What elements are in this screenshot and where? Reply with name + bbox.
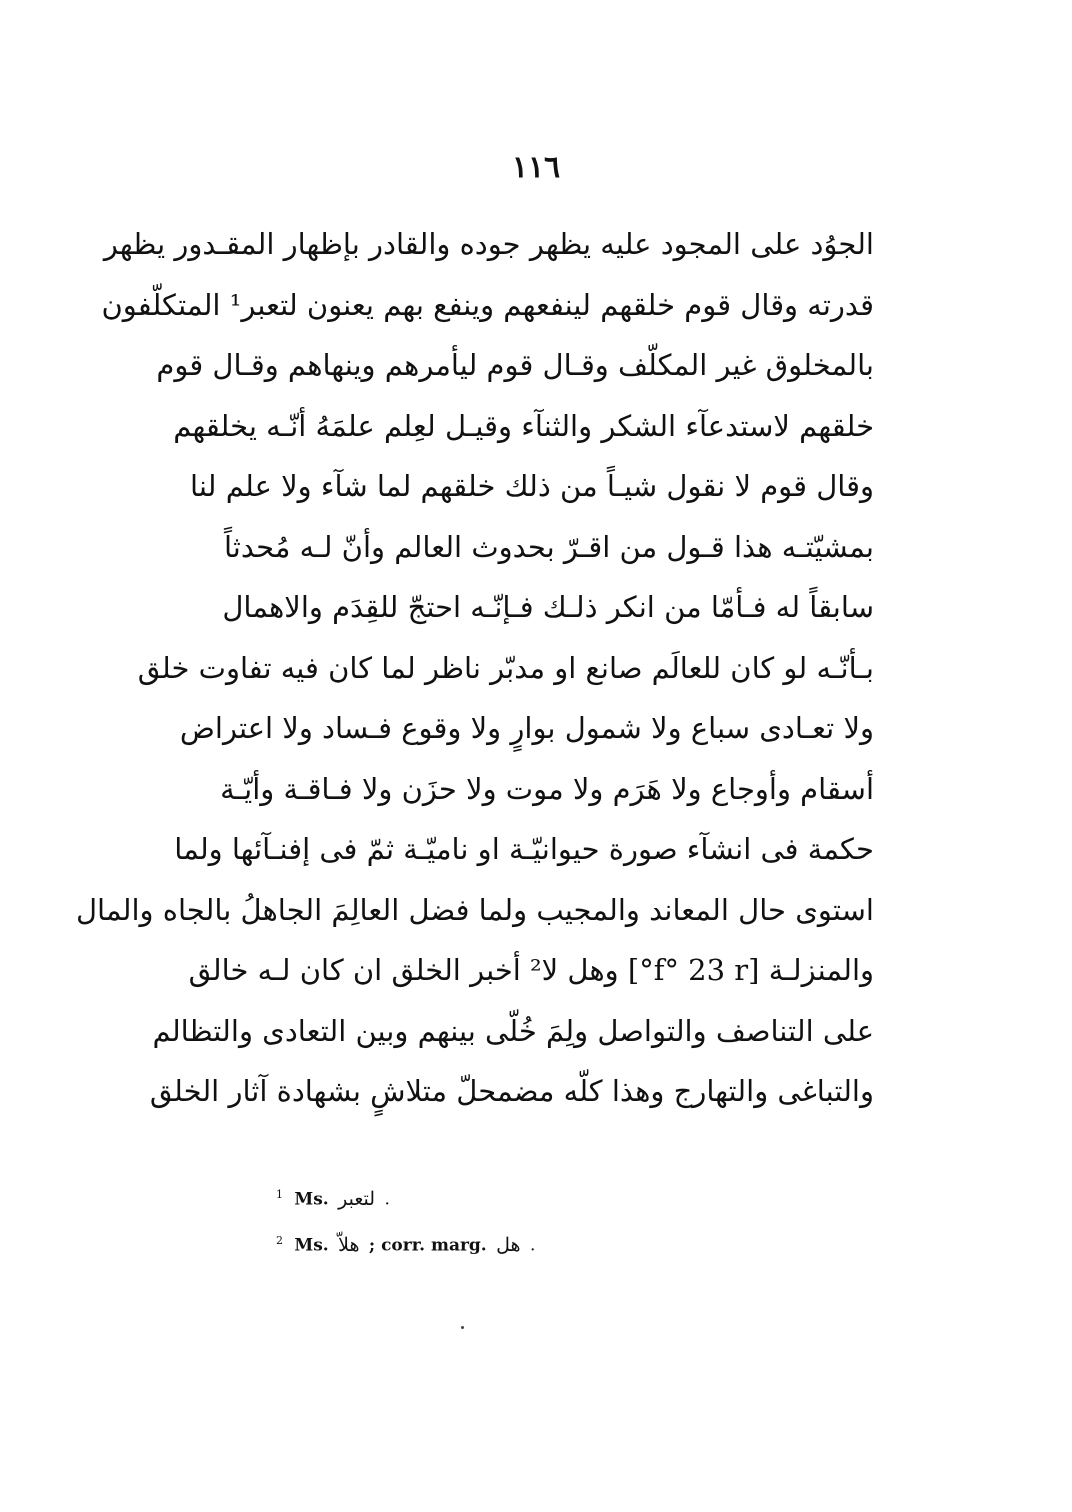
footnote-arabic-correction: هل xyxy=(496,1233,521,1256)
text-line: قدرته وقال قوم خلقهم لينفعهم وينفع بهم يعنون لتعبر¹ المتكلّفون xyxy=(101,287,874,322)
footnotes xyxy=(276,1172,676,1264)
text-line: الجوُد على المجود عليه يظهر جوده والقادر بإظهار المقـدور يظهر xyxy=(103,227,874,261)
text-line: أسقام وأوجاع ولا هَرَم ولا موت ولا حزَن ولا فـاقـة وأيّـة xyxy=(220,771,874,806)
footnote-ms: Ms. xyxy=(294,1189,329,1210)
footnote-ms: Ms. xyxy=(294,1235,329,1256)
footnote-mark: 1 xyxy=(276,1188,283,1201)
text-line: بـأنّـه لو كان للعالَم صانع او مدبّر ناظر لما كان فيه تفاوت خلق xyxy=(137,650,874,685)
footnote-rest: . xyxy=(384,1189,390,1210)
footnote-rest: ; corr. marg. xyxy=(368,1235,487,1256)
text-line: بالمخلوق غير المكلّف وقـال قوم ليأمرهم وينهاهم وقـال قوم xyxy=(156,348,874,382)
text-line: على التناصف والتواصل ولِمَ خُلّى بينهم وبين التعادى والتظالم xyxy=(152,1013,874,1048)
text-line: خلقهم لاستدعآء الشكر والثنآء وقيـل لعِلم علمَهُ أنّـه يخلقهم xyxy=(173,408,874,443)
text-line: سابقاً له فـأمّا من انكر ذلـك فـإنّـه احتجّ للقِدَم والاهمال xyxy=(222,590,874,624)
stray-dot xyxy=(461,1326,464,1329)
footnote-arabic: هلاّ xyxy=(338,1233,360,1256)
text-line: استوى حال المعاند والمجيب ولما فضل العالِمَ الجاهلُ بالجاه والمال xyxy=(75,892,874,927)
arabic-text-block xyxy=(75,214,874,1122)
footnote-mark: 2 xyxy=(276,1234,283,1247)
footnote-end: . xyxy=(529,1235,536,1256)
footnote-1 xyxy=(276,1172,676,1218)
text-line: ولا تعـادى سباع ولا شمول بوارٍ ولا وقوع فـساد ولا اعتراض xyxy=(179,711,874,745)
text-line: والمنزلـة [f° 23 r°] وهل لا² أخبر الخلق ان كان لـه خالق xyxy=(188,953,874,987)
text-line: وقال قوم لا نقول شيـاً من ذلك خلقهم لما شآء ولا علم لنا xyxy=(190,469,874,503)
text-line: بمشيّتـه هذا قـول من اقـرّ بحدوث العالم وأنّ لـه مُحدثاً xyxy=(223,529,874,564)
page-number: ١١٦ xyxy=(511,150,561,185)
text-line: حكمة فى انشآء صورة حيوانيّـة او ناميّـة ثمّ فى إفنـآئها ولما xyxy=(174,832,874,866)
footnote-2 xyxy=(276,1218,676,1264)
text-line: والتباغى والتهارج وهذا كلّه مضمحلّ متلاشٍ بشهادة آثار الخلق xyxy=(149,1074,874,1108)
footnote-arabic: لتعبر xyxy=(338,1187,376,1210)
